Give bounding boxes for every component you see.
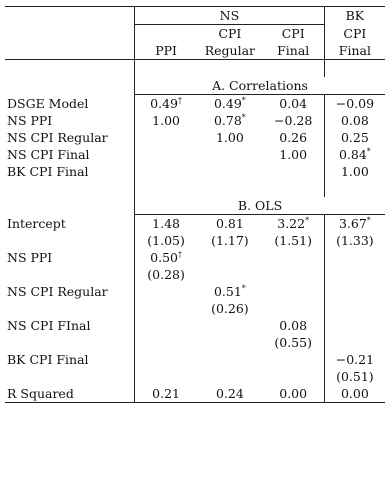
- table-cell: [263, 146, 325, 163]
- spacer-cell: [263, 60, 325, 78]
- header-blank: [5, 25, 135, 43]
- header-row-2: [5, 25, 385, 43]
- table-row: [5, 112, 385, 129]
- row-label: BK CPI Final: [7, 352, 89, 367]
- table-row-se: [5, 232, 385, 249]
- table-cell: [197, 249, 262, 266]
- table-cell: [263, 95, 325, 113]
- panel-title-row: [5, 197, 385, 215]
- cell-value: 0.08: [279, 318, 308, 333]
- table-row-se: [5, 334, 385, 351]
- significance-marker: *: [366, 215, 371, 225]
- table-cell: [197, 283, 262, 300]
- row-label: Intercept: [7, 215, 66, 231]
- table-row: [5, 146, 385, 163]
- table-body: [5, 7, 385, 60]
- cell-value: (1.51): [274, 233, 312, 248]
- spacer-cell: [324, 60, 385, 78]
- panel-title: B. OLS: [135, 197, 385, 215]
- table-cell: [197, 95, 262, 113]
- cell-value: 0.26: [279, 130, 308, 145]
- spacer-cell: [197, 180, 262, 197]
- cell-value: (1.33): [336, 233, 374, 248]
- regression-table: [5, 6, 385, 403]
- header-r3-c4: Final: [324, 42, 385, 60]
- table-cell: [324, 129, 385, 146]
- table-cell: [197, 351, 262, 368]
- cell-value: −0.28: [274, 113, 313, 128]
- cell-value: 0.81: [215, 216, 244, 231]
- panel-title-blank: [5, 77, 135, 95]
- table-cell: [135, 232, 198, 249]
- table-cell: [324, 334, 385, 351]
- header-group-ns: NS: [135, 7, 325, 25]
- table-cell: [263, 215, 325, 233]
- cell-value: (1.05): [147, 233, 185, 248]
- table-cell: [197, 215, 262, 233]
- table-cell: [263, 163, 325, 180]
- cell-value: 0.00: [340, 386, 369, 401]
- table-cell: [135, 112, 198, 129]
- cell-value: 3.67: [338, 216, 367, 231]
- table-cell: [197, 266, 262, 283]
- table-row: [5, 163, 385, 180]
- cell-value: −0.21: [335, 352, 375, 367]
- table-cell: [263, 368, 325, 385]
- cell-value: 0.50: [150, 250, 179, 265]
- table-cell: [324, 351, 385, 368]
- table-cell: [324, 368, 385, 385]
- table-cell: [324, 215, 385, 233]
- cell-value: 0.78: [213, 113, 242, 128]
- cell-value: 0.49: [150, 96, 179, 111]
- panel-b-ols: [5, 180, 385, 403]
- row-label: [5, 368, 135, 385]
- table-cell: [135, 351, 198, 368]
- table-cell: [263, 317, 325, 334]
- significance-marker: *: [241, 95, 246, 105]
- table-cell: [135, 317, 198, 334]
- spacer-cell: [5, 180, 135, 197]
- header-r2-c2: CPI: [218, 26, 242, 41]
- spacer-cell: [263, 180, 325, 197]
- significance-marker: *: [366, 146, 371, 156]
- significance-marker: *: [241, 112, 246, 122]
- spacer-cell: [135, 180, 198, 197]
- cell-value: 0.51: [213, 284, 242, 299]
- cell-value: 1.00: [152, 113, 181, 128]
- cell-value: 0.08: [340, 113, 369, 128]
- table-row: [5, 283, 385, 300]
- cell-value: −0.09: [335, 96, 375, 111]
- table-cell: [197, 112, 262, 129]
- table-row: [5, 95, 385, 113]
- table-cell: [324, 283, 385, 300]
- header-blank: [5, 42, 135, 60]
- cell-value: 1.00: [279, 147, 308, 162]
- row-label: NS CPI FInal: [7, 318, 91, 333]
- row-label: NS CPI Regular: [7, 130, 108, 145]
- table-cell: [197, 334, 262, 351]
- row-label: NS CPI Final: [7, 147, 90, 162]
- table-cell: [135, 368, 198, 385]
- header-group-row: [5, 7, 385, 25]
- header-r2-c1: [135, 25, 198, 43]
- spacer-cell: [324, 180, 385, 197]
- spacer-cell: [135, 60, 198, 78]
- cell-value: (0.55): [274, 335, 312, 350]
- row-label: DSGE Model: [7, 95, 89, 111]
- spacer-cell: [197, 60, 262, 78]
- cell-value: 0.49: [213, 96, 242, 111]
- table-cell: [324, 146, 385, 163]
- cell-value: (0.51): [336, 369, 374, 384]
- header-r3-c1: PPI: [135, 42, 198, 60]
- table-cell: [324, 163, 385, 180]
- header-r2-c3: CPI: [281, 26, 305, 41]
- panel-title: A. Correlations: [135, 77, 385, 95]
- table-cell: [135, 300, 198, 317]
- table-cell: [135, 249, 198, 266]
- panel-spacer: [5, 60, 385, 78]
- table-cell: [263, 385, 325, 403]
- table-row: [5, 129, 385, 146]
- table-cell: [263, 300, 325, 317]
- panel-title-blank: [5, 197, 135, 215]
- table-row-se: [5, 266, 385, 283]
- table-cell: [197, 368, 262, 385]
- table-cell: [135, 266, 198, 283]
- table-cell: [197, 385, 262, 403]
- table-cell: [263, 249, 325, 266]
- significance-marker: *: [241, 283, 246, 293]
- table-cell: [324, 112, 385, 129]
- table-cell: [197, 163, 262, 180]
- cell-value: 0.84: [338, 147, 367, 162]
- cell-value: (0.26): [211, 301, 249, 316]
- table-cell: [324, 385, 385, 403]
- table-cell: [197, 129, 262, 146]
- table-cell: [135, 215, 198, 233]
- table-cell: [135, 283, 198, 300]
- table-row: [5, 317, 385, 334]
- table-cell: [263, 334, 325, 351]
- table-cell: [135, 95, 198, 113]
- table-cell: [263, 112, 325, 129]
- row-label: NS CPI Regular: [7, 284, 108, 299]
- table-cell: [135, 146, 198, 163]
- cell-value: 0.25: [340, 130, 369, 145]
- cell-value: 1.00: [340, 164, 369, 179]
- cell-value: 0.21: [152, 386, 181, 401]
- row-label: [5, 232, 135, 249]
- significance-marker: *: [305, 215, 310, 225]
- table-cell: [324, 95, 385, 113]
- table-row-se: [5, 300, 385, 317]
- table-cell: [263, 351, 325, 368]
- cell-value: 0.04: [279, 96, 308, 111]
- table-cell: [263, 129, 325, 146]
- table-cell: [197, 232, 262, 249]
- table-cell: [197, 146, 262, 163]
- table-cell: [263, 266, 325, 283]
- table-cell: [135, 385, 198, 403]
- header-r2-c4: CPI: [324, 25, 385, 43]
- table-cell: [135, 129, 198, 146]
- table-cell: [324, 266, 385, 283]
- row-label: [5, 334, 135, 351]
- table-row: [5, 385, 385, 403]
- row-label: R Squared: [5, 385, 135, 403]
- header-group-bk: BK: [324, 7, 385, 25]
- header-r3-c2: Regular: [197, 42, 262, 60]
- table-cell: [135, 334, 198, 351]
- significance-marker: †: [178, 249, 183, 259]
- table-row: [5, 249, 385, 266]
- cell-value: 0.24: [215, 386, 244, 401]
- table-row: [5, 215, 385, 233]
- table-row-se: [5, 368, 385, 385]
- cell-value: 1.00: [215, 130, 244, 145]
- table-cell: [324, 249, 385, 266]
- cell-value: 1.48: [152, 216, 181, 231]
- table-cell: [263, 232, 325, 249]
- table-cell: [263, 283, 325, 300]
- table-cell: [135, 163, 198, 180]
- cell-value: (1.17): [211, 233, 249, 248]
- header-row-3: [5, 42, 385, 60]
- table-cell: [324, 232, 385, 249]
- table-cell: [197, 300, 262, 317]
- cell-value: 0.00: [279, 386, 308, 401]
- row-label: NS PPI: [7, 250, 53, 265]
- header-r3-c3: Final: [263, 42, 325, 60]
- row-label: [5, 300, 135, 317]
- panel-a-correlations: [5, 60, 385, 181]
- row-label: NS PPI: [7, 113, 53, 128]
- table-cell: [197, 317, 262, 334]
- panel-spacer: [5, 180, 385, 197]
- header-corner: [5, 7, 135, 25]
- cell-value: 3.22: [277, 216, 306, 231]
- panel-title-row: [5, 77, 385, 95]
- spacer-cell: [5, 60, 135, 78]
- significance-marker: †: [178, 95, 183, 105]
- cell-value: (0.28): [147, 267, 185, 282]
- row-label: [5, 266, 135, 283]
- table-cell: [324, 300, 385, 317]
- row-label: BK CPI Final: [7, 164, 89, 179]
- table-cell: [324, 317, 385, 334]
- table-row: [5, 351, 385, 368]
